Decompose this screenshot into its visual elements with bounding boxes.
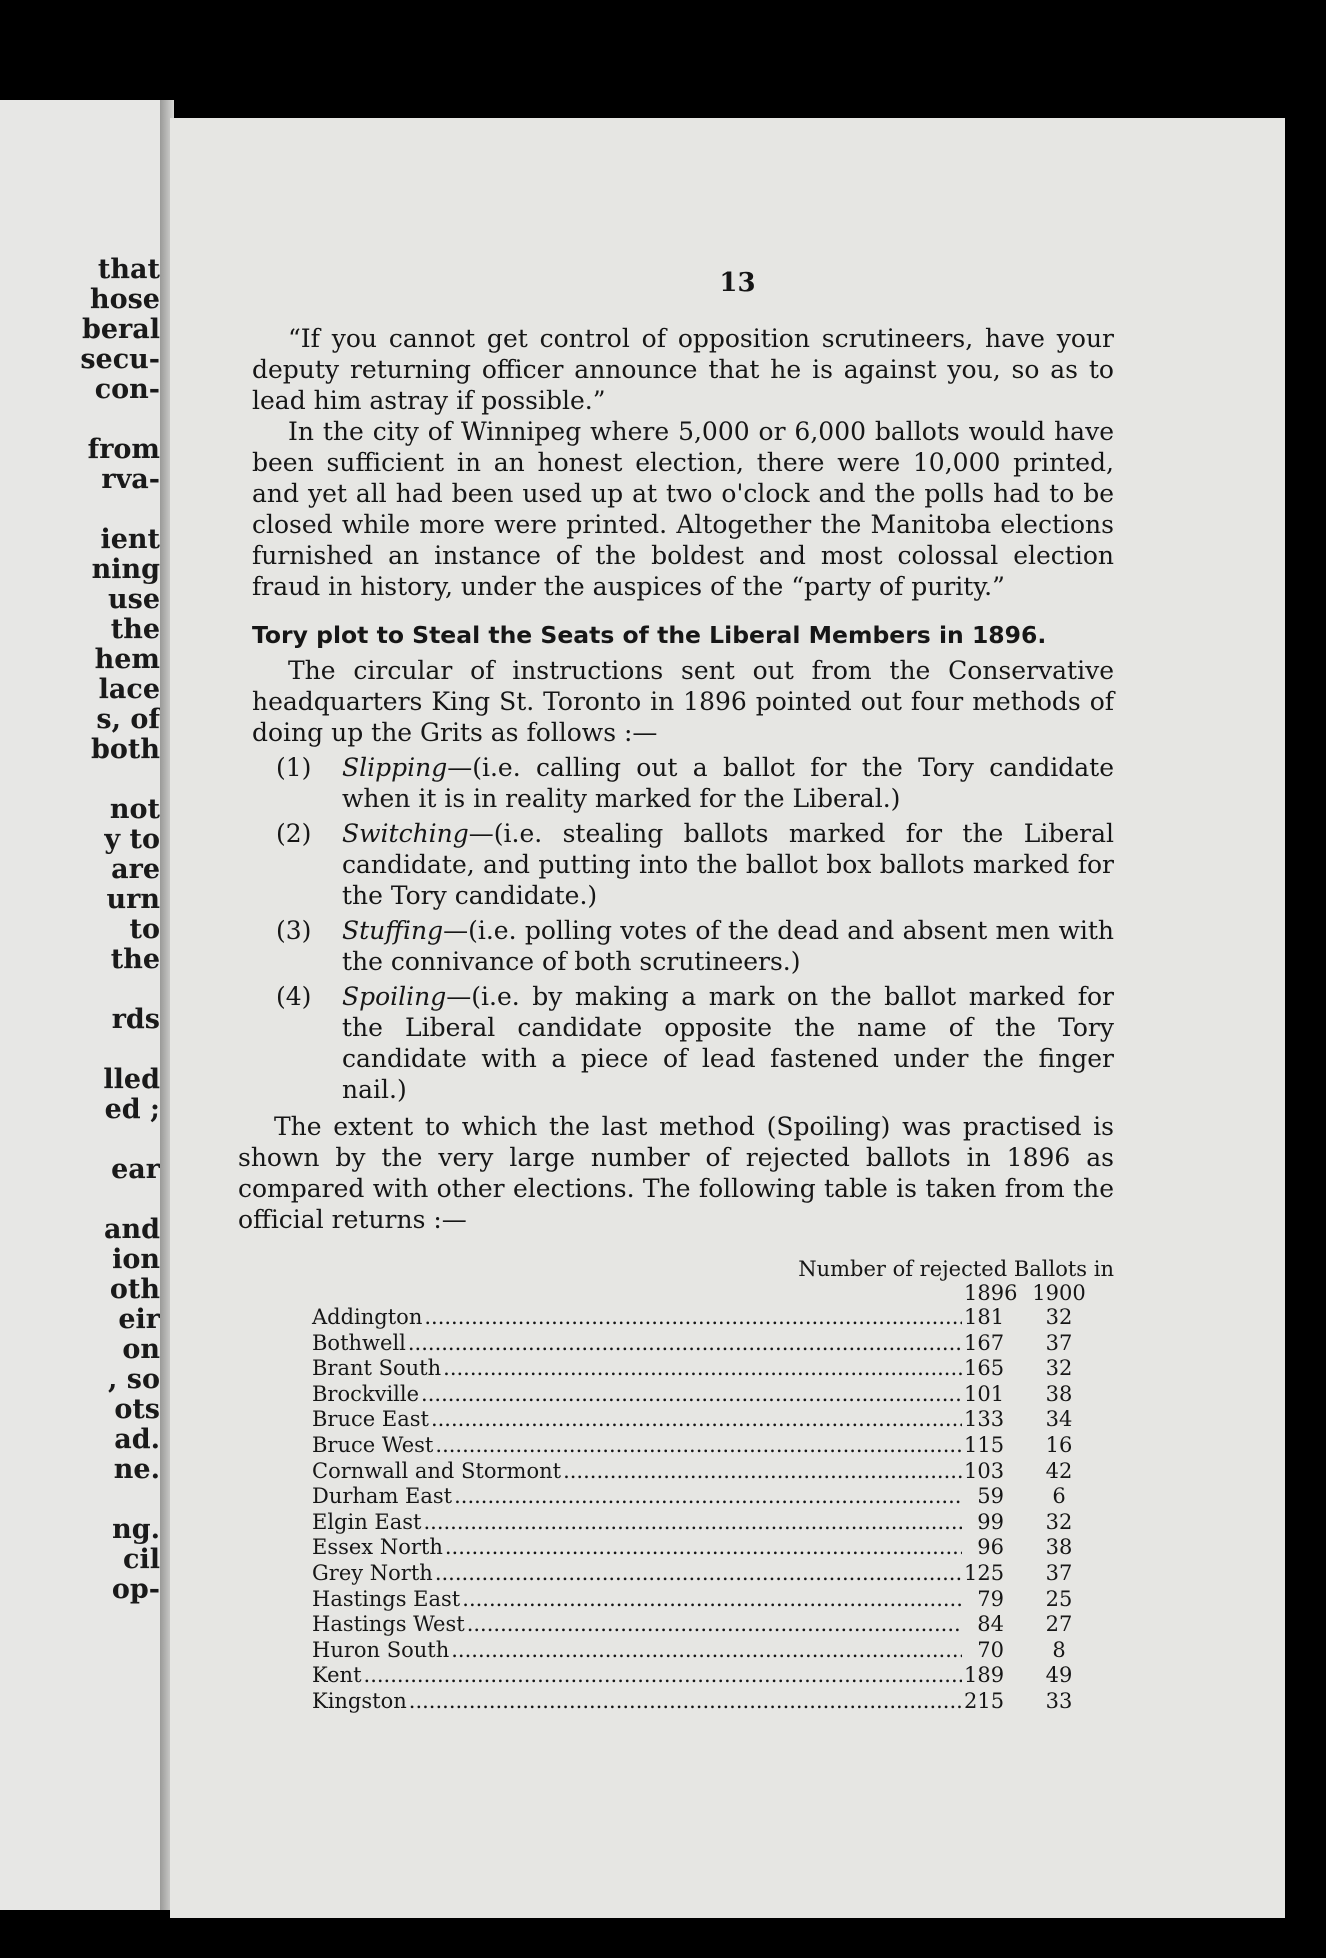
left-page-fragment: the [110,944,160,975]
district-name: Elgin East [312,1509,422,1534]
method-number: (3) [276,916,312,945]
method-text [342,981,1114,1105]
quote-paragraph: “If you cannot get control of opposition scrutineers, have your deputy returning officer announce that he is against you, so as to lead him astray if possible.” [252,324,1114,415]
left-page-fragment: ne. [113,1454,160,1485]
leader-dots [364,1663,962,1689]
rejected-1896: 59 [977,1484,1004,1509]
leader-dots [443,1356,962,1382]
leader-dots [435,1561,962,1587]
left-page-fragment: to [129,914,160,945]
left-page-fragment: con- [94,374,160,405]
rejected-1896: 70 [977,1637,1004,1662]
left-page-fragment: ning [91,554,160,585]
district-name: Durham East [312,1484,453,1509]
method-name: Switching [342,819,469,848]
table-row [312,1433,1114,1459]
leader-dots [435,1433,962,1459]
method-number: (4) [276,982,312,1011]
left-page-fragment: on [122,1334,160,1365]
extent-paragraph: The extent to which the last method (Spoiling) was practised is shown by the very large number of rejected ballots in 1896 as compared with other elections. The following table is taken from the official returns :— [238,1112,1114,1234]
rejected-1900: 16 [1045,1432,1073,1457]
rejected-1896: 103 [964,1458,1005,1483]
left-page-fragment: ad. [114,1424,160,1455]
method-item [252,915,1114,977]
rejected-1900: 37 [1045,1330,1073,1355]
rejected-1896: 215 [964,1688,1005,1713]
page-number: 13 [719,268,756,298]
district-name: Essex North [312,1535,443,1560]
method-name: Slipping [342,753,448,782]
rejected-1900: 38 [1045,1535,1073,1560]
left-page-fragment: y to [104,824,160,855]
rejected-1896: 133 [964,1407,1005,1432]
leader-dots [445,1535,962,1561]
rejected-1900: 33 [1045,1688,1073,1713]
rejected-1900: 49 [1045,1663,1073,1688]
left-page-fragment: ion [112,1244,160,1275]
left-page-fragment: that [97,254,160,285]
winnipeg-paragraph: In the city of Winnipeg where 5,000 or 6,000 ballots would have been sufficient in an honest election, there were 10,000 printed, and yet all had been used up at two o'clock and the polls had to be closed while more were printed. Altogether the Manitoba elections furnished an instance of the boldest and most colossal election fraud in history, under the auspices of the “party of purity.” [252,417,1114,601]
leader-dots [423,1510,962,1536]
leader-dots [462,1587,962,1613]
district-name: Addington [312,1305,423,1329]
table-year-headers [252,1281,1114,1305]
left-page-fragment: rva- [101,464,160,495]
table-row [312,1638,1114,1664]
method-description: —(i.e. polling votes of the dead and absent men with the connivance of both scrutineers.) [342,916,1114,976]
district-name: Grey North [312,1560,433,1585]
leader-dots [409,1689,962,1715]
table-row [312,1331,1114,1357]
left-page-fragment: ots [114,1394,160,1425]
rejected-1900: 42 [1045,1458,1073,1483]
method-text [342,818,1114,911]
left-page-fragment: both [91,734,160,765]
table-header: Number of rejected Ballots in [798,1257,1114,1281]
rejected-1896: 189 [964,1663,1005,1688]
method-description: —(i.e. calling out a ballot for the Tory candidate when it is in reality marked for the Liberal.) [342,753,1114,813]
table-row [312,1689,1114,1715]
table-row [312,1407,1114,1433]
left-page-fragment: hose [89,284,160,315]
rejected-1900: 27 [1045,1612,1073,1637]
district-name: Brockville [312,1381,420,1406]
table-row [312,1561,1114,1587]
left-page-fragment: are [111,854,160,885]
table-row [312,1612,1114,1638]
table-row [312,1459,1114,1485]
left-page-fragment: ng. [112,1514,160,1545]
rejected-1896: 165 [964,1356,1005,1381]
rejected-1900: 8 [1052,1637,1066,1662]
rejected-1900: 34 [1045,1407,1073,1432]
table-row [312,1484,1114,1510]
year-1896-header: 1896 [964,1281,1018,1305]
left-page-fragment: not [109,794,160,825]
leader-dots [431,1407,962,1433]
left-page-fragment: secu- [80,344,160,375]
table-row [312,1663,1114,1689]
left-page-fragment: , so [107,1364,160,1395]
method-name: Stuffing [342,916,444,945]
leader-dots [467,1612,962,1638]
method-name: Spoiling [342,982,447,1011]
rejected-1900: 32 [1045,1509,1073,1534]
rejected-1896: 96 [977,1535,1004,1560]
document-page [170,118,1285,1918]
district-name: Hastings East [312,1586,461,1611]
section-heading: Tory plot to Steal the Seats of the Liberal Members in 1896. [252,621,1047,649]
district-name: Kingston [312,1688,407,1713]
table-row [312,1535,1114,1561]
method-number: (1) [276,753,312,782]
leader-dots [563,1459,962,1485]
rejected-1896: 181 [964,1305,1005,1329]
rejected-1896: 84 [977,1612,1004,1637]
district-name: Bruce East [312,1407,429,1432]
methods-list [252,752,1114,1105]
left-page-fragment: rds [111,1004,160,1035]
left-page-fragment: urn [106,884,160,915]
page-body [238,323,1114,1715]
leader-dots [424,1305,962,1331]
left-page-fragment: cil [123,1544,160,1575]
rejected-1900: 32 [1045,1305,1073,1329]
left-page-fragment: s, of [96,704,160,735]
method-item [252,981,1114,1105]
left-page-fragment: from [87,434,160,465]
rejected-1900: 6 [1052,1484,1066,1509]
left-page-fragment: ed ; [104,1094,160,1125]
left-page-fragment: ear [111,1154,160,1185]
year-1900-header: 1900 [1032,1281,1086,1305]
circular-paragraph: The circular of instructions sent out from the Conservative headquarters King St. Toronto in 1896 pointed out four methods of doing up the Grits as follows :— [252,656,1114,747]
leader-dots [421,1382,962,1408]
table-row [312,1587,1114,1613]
rejected-1896: 125 [964,1560,1005,1585]
rejected-1896: 101 [964,1381,1005,1406]
table-row [312,1356,1114,1382]
district-name: Hastings West [312,1612,465,1637]
table-rows [252,1305,1114,1715]
district-name: Bruce West [312,1432,434,1457]
leader-dots [408,1331,962,1357]
left-page-fragment: eir [118,1304,160,1335]
left-page-fragment: use [107,584,160,615]
left-facing-page [0,100,168,1910]
left-page-fragment: lace [98,674,160,705]
rejected-1896: 99 [977,1509,1004,1534]
table-row [312,1382,1114,1408]
left-page-fragment: lled [103,1064,160,1095]
method-description: —(i.e. stealing ballots marked for the Liberal candidate, and putting into the ballot box ballots marked for the Tory candidate.) [342,819,1114,910]
table-row [312,1510,1114,1536]
method-text [342,915,1114,977]
left-page-fragment: op- [111,1574,160,1605]
rejected-1896: 79 [977,1586,1004,1611]
district-name: Brant South [312,1356,442,1381]
table-row [312,1305,1114,1331]
left-page-fragment: oth [109,1274,160,1305]
rejected-1900: 37 [1045,1560,1073,1585]
rejected-1900: 38 [1045,1381,1073,1406]
method-item [252,818,1114,911]
leader-dots [451,1638,962,1664]
district-name: Huron South [312,1637,450,1662]
rejected-ballots-table [252,1257,1114,1715]
district-name: Kent [312,1663,362,1688]
method-number: (2) [276,819,312,848]
left-page-fragment: the [110,614,160,645]
method-item [252,752,1114,814]
district-name: Cornwall and Stormont [312,1458,562,1483]
left-page-fragment: beral [81,314,160,345]
method-description: —(i.e. by making a mark on the ballot marked for the Liberal candidate opposite the name of the Tory candidate with a piece of lead fastened under the finger nail.) [342,982,1114,1104]
rejected-1900: 32 [1045,1356,1073,1381]
rejected-1896: 167 [964,1330,1005,1355]
leader-dots [454,1484,962,1510]
method-text [342,752,1114,814]
district-name: Bothwell [312,1330,406,1355]
rejected-1900: 25 [1045,1586,1073,1611]
rejected-1896: 115 [964,1432,1005,1457]
left-page-fragment: ient [100,524,160,555]
left-page-fragment: hem [94,644,160,675]
left-page-fragment: and [103,1214,160,1245]
